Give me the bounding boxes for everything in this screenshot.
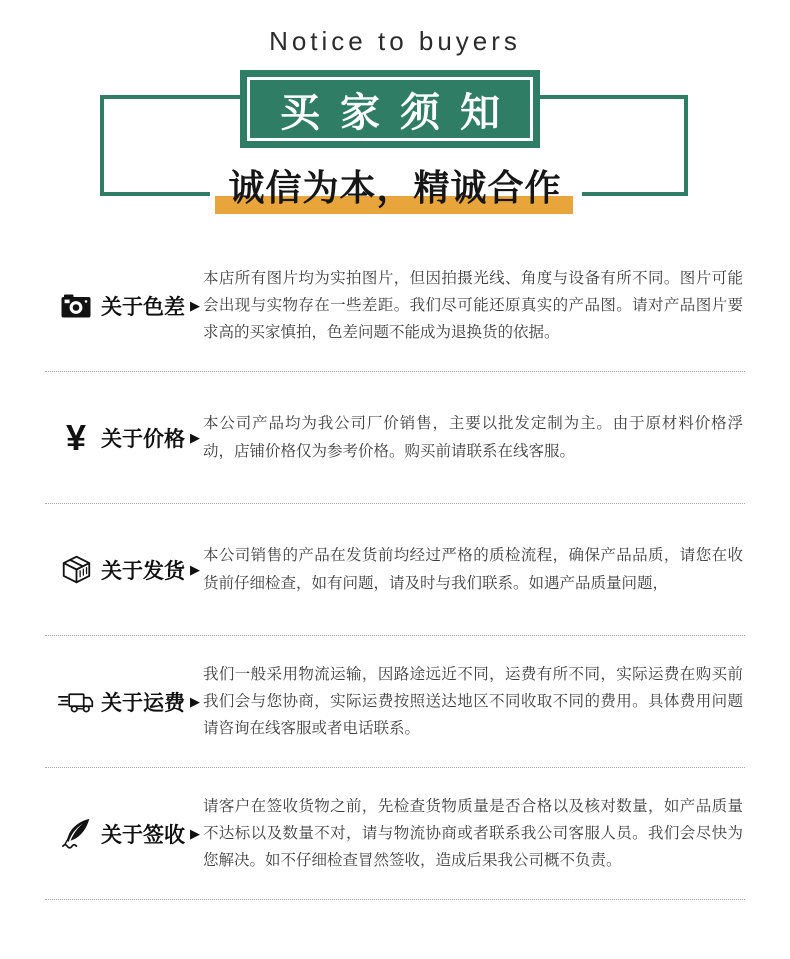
section-heading	[45, 687, 203, 717]
section-body-text: 我们一般采用物流运输，因路途远近不同，运费有所不同，实际运费在购买前我们会与您协商，实际运费按照送达地区不同收取不同的费用。具体费用问题请咨询在线客服或者电话联系。	[203, 665, 743, 738]
section-freight	[45, 636, 745, 768]
section-shipping	[45, 504, 745, 636]
notice-sections	[45, 240, 745, 900]
section-body-text: 请客户在签收货物之前，先检查货物质量是否合格以及核对数量，如产品质量不达标以及数量不对，请与物流协商或者联系我公司客服人员。我们会尽快为您解决。如不仔细检查冒然签收，造成后果我公司概不负责。	[203, 797, 743, 870]
section-label: 关于运费	[101, 691, 185, 715]
section-label: 关于签收	[101, 823, 185, 847]
section-heading	[45, 818, 203, 849]
section-body-text: 本公司销售的产品在发货前均经过严格的质检流程，确保产品品质，请您在收货前仔细检查，如有问题，请及时与我们联系。如遇产品质量问题，	[203, 547, 743, 592]
section-sign-off	[45, 768, 745, 900]
notice-header	[0, 0, 790, 240]
section-price	[45, 372, 745, 504]
title-inner-border	[247, 77, 533, 141]
title-frame-line	[100, 95, 241, 99]
section-body-text: 本店所有图片均为实拍图片，但因拍摄光线、角度与设备有所不同。图片可能会出现与实物存在一些差距。我们尽可能还原真实的产品图。请对产品图片要求高的买家慎拍，色差问题不能成为退换货的依据。	[203, 269, 743, 342]
arrow-right-icon: ▶	[190, 693, 200, 709]
section-label: 关于价格	[101, 427, 185, 451]
arrow-right-icon: ▶	[190, 297, 200, 313]
section-color-difference	[45, 240, 745, 372]
title-banner	[240, 70, 540, 148]
title-frame-line	[539, 95, 688, 99]
section-heading	[45, 554, 203, 585]
truck-icon	[58, 689, 94, 715]
section-label: 关于发货	[101, 559, 185, 583]
section-heading	[45, 416, 203, 458]
page-title: 买家须知	[280, 90, 520, 135]
section-heading	[45, 291, 203, 321]
arrow-right-icon: ▶	[190, 825, 200, 841]
arrow-right-icon: ▶	[190, 429, 200, 445]
package-icon	[58, 554, 94, 585]
notice-subtitle-en: Notice to buyers	[269, 26, 521, 56]
section-label: 关于色差	[101, 295, 185, 319]
section-body-text: 本公司产品均为我公司厂价销售，主要以批发定制为主。由于原材料价格浮动，店铺价格仅为参考价格。购买前请联系在线客服。	[203, 415, 743, 460]
yuan-icon: ¥	[65, 416, 87, 458]
quill-icon	[58, 818, 94, 849]
arrow-right-icon: ▶	[190, 561, 200, 577]
camera-icon	[58, 294, 94, 318]
slogan-text: 诚信为本，精诚合作	[228, 167, 562, 208]
